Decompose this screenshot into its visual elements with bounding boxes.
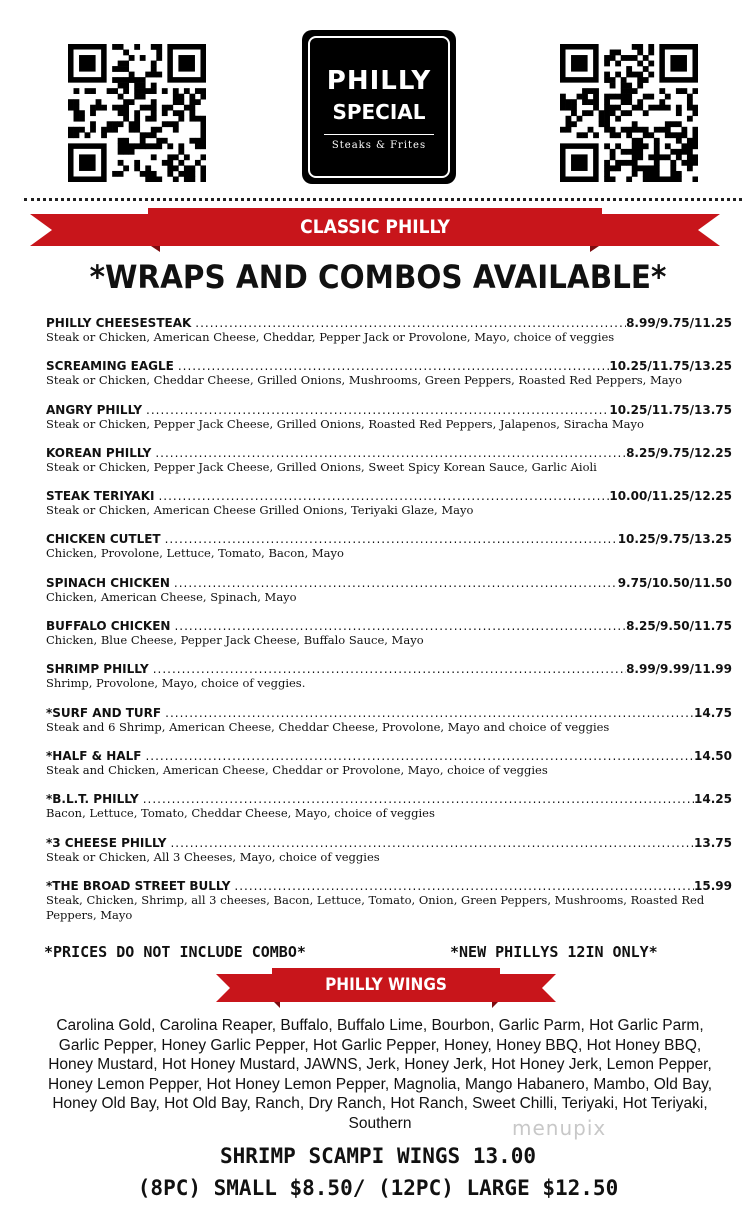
menu-item-name: STEAK TERIYAKI [46, 489, 155, 504]
menu-item [46, 489, 736, 532]
menu-item-price: 10.25/9.75/13.25 [617, 532, 732, 547]
brand-name-line1: PHILLY [326, 66, 432, 96]
dot-leader [154, 489, 609, 503]
menu-item-name: *B.L.T. PHILLY [46, 792, 139, 807]
menu-item-price: 10.25/11.75/13.75 [609, 402, 732, 417]
menu-item [46, 662, 736, 705]
qr-code-right [560, 44, 698, 182]
menu-item-name: CHICKEN CUTLET [46, 532, 161, 547]
menu-item-price: 10.25/11.75/13.25 [609, 359, 732, 374]
dot-leader [149, 662, 626, 676]
menu-item-price: 8.25/9.75/12.25 [626, 445, 732, 460]
dot-leader [161, 706, 694, 720]
menu-item [46, 403, 736, 446]
dot-leader [141, 749, 694, 763]
classic-philly-title: CLASSIC PHILLY [300, 216, 450, 238]
menu-item-price: 13.75 [694, 835, 732, 850]
size-note: *NEW PHILLYS 12IN ONLY* [450, 943, 658, 961]
menu-item-name: SPINACH CHICKEN [46, 575, 170, 590]
menu-item-name: SHRIMP PHILLY [46, 662, 149, 677]
philly-wings-banner [216, 966, 556, 1010]
menu-item-price: 14.75 [694, 705, 732, 720]
menu-item-name: SCREAMING EAGLE [46, 359, 174, 374]
menu-item-description: Steak or Chicken, American Cheese Grilled Onions, Teriyaki Glaze, Mayo [46, 503, 474, 518]
menu-item-description: Steak or Chicken, Pepper Jack Cheese, Grilled Onions, Sweet Spicy Korean Sauce, Garlic Aioli [46, 459, 597, 474]
menu-item [46, 532, 736, 575]
dot-leader [230, 879, 694, 893]
combo-note: *PRICES DO NOT INCLUDE COMBO* [44, 943, 306, 961]
menu-item-price: 8.99/9.75/11.25 [626, 316, 732, 330]
watermark: menupix [512, 1116, 607, 1140]
menu-item [46, 879, 736, 922]
menu-item-name: *HALF & HALF [46, 748, 142, 763]
menu-item-name: KOREAN PHILLY [46, 445, 152, 460]
menu-item-price: 9.75/10.50/11.50 [617, 575, 732, 590]
menu-item-name: *THE BROAD STREET BULLY [46, 878, 231, 893]
menu-item [46, 836, 736, 879]
menu-item-description: Shrimp, Provolone, Mayo, choice of veggies. [46, 676, 306, 691]
dot-leader [161, 532, 618, 546]
menu-item-description: Steak or Chicken, American Cheese, Cheddar, Pepper Jack or Provolone, Mayo, choice of veggies [46, 330, 615, 344]
menu-item-description: Bacon, Lettuce, Tomato, Cheddar Cheese, Mayo, choice of veggies [46, 806, 435, 821]
dot-leader [139, 792, 694, 806]
menu-item-description: Steak or Chicken, All 3 Cheeses, Mayo, choice of veggies [46, 849, 380, 864]
menu-item-price: 14.25 [694, 792, 732, 807]
menu-item [46, 359, 736, 402]
dot-leader [166, 836, 694, 850]
menu-item-price: 8.99/9.99/11.99 [626, 662, 732, 677]
menu-item-price: 14.50 [694, 748, 732, 763]
menu-item-name: ANGRY PHILLY [46, 402, 143, 417]
wing-sizes: (8PC) SMALL $8.50/ (12PC) LARGE $12.50 [137, 1176, 619, 1200]
classic-philly-banner [30, 206, 720, 256]
menu-item-description: Chicken, American Cheese, Spinach, Mayo [46, 589, 297, 604]
brand-tagline: Steaks & Frites [331, 140, 427, 151]
menu-item-description: Steak or Chicken, Cheddar Cheese, Grilled Onions, Mushrooms, Green Peppers, Roasted Red Peppers, Mayo [46, 373, 683, 388]
menu-item-name: *SURF AND TURF [46, 705, 162, 720]
brand-name-line2: SPECIAL [332, 100, 426, 124]
dot-leader [142, 403, 609, 417]
philly-wings-title: PHILLY WINGS [325, 975, 447, 995]
qr-code-left [68, 44, 206, 182]
wing-flavors: Carolina Gold, Carolina Reaper, Buffalo, Buffalo Lime, Bourbon, Garlic Parm, Hot Garlic Parm, Garlic Pepper, Honey Garlic Pepper, Hot Garlic Pepper, Honey, Honey BBQ, Hot Honey BBQ, Honey Mustard, Hot Honey Mustard, JAWNS, Jerk, Honey Jerk, Hot Honey Jerk, Lemon Pepper, Honey Lemon Pepper, Hot Honey Lemon Pepper, Magnolia, Mango Habanero, Mambo, Old Bay, Honey Old Bay, Hot Old Bay, Ranch, Dry Ranch, Hot Ranch, Sweet Chilli, Teriyaki, Hot Teriyaki, Southern [47, 1017, 713, 1132]
menu-item-price: 10.00/11.25/12.25 [609, 489, 732, 504]
dot-leader [174, 359, 610, 373]
menu-item-price: 15.99 [694, 878, 732, 893]
menu-item-name: BUFFALO CHICKEN [46, 619, 171, 634]
dot-leader [191, 316, 626, 330]
menu-item [46, 576, 736, 619]
menu-item [46, 706, 736, 749]
menu-item-description: Steak and Chicken, American Cheese, Cheddar or Provolone, Mayo, choice of veggies [46, 762, 548, 777]
menu-item-description: Chicken, Provolone, Lettuce, Tomato, Bacon, Mayo [46, 546, 344, 561]
menu-item [46, 792, 736, 835]
shrimp-scampi-wings: SHRIMP SCAMPI WINGS 13.00 [219, 1144, 537, 1168]
menu-item-description: Steak and 6 Shrimp, American Cheese, Cheddar Cheese, Provolone, Mayo and choice of veggies [46, 719, 610, 734]
menu-item [46, 446, 736, 489]
menu-item-description: Steak or Chicken, Pepper Jack Cheese, Grilled Onions, Roasted Red Peppers, Jalapenos, Siracha Mayo [46, 416, 644, 431]
menu-item [46, 749, 736, 792]
brand-logo [302, 30, 456, 184]
menu-item-price: 8.25/9.50/11.75 [626, 619, 732, 634]
dot-leader [170, 576, 618, 590]
menu-item-name: *3 CHEESE PHILLY [46, 835, 167, 850]
menu-item-description: Chicken, Blue Cheese, Pepper Jack Cheese, Buffalo Sauce, Mayo [46, 633, 424, 648]
dot-leader [151, 446, 626, 460]
menu-item-name: PHILLY CHEESESTEAK [46, 316, 192, 330]
dot-leader [170, 619, 626, 633]
menu-item-description: Steak, Chicken, Shrimp, all 3 cheeses, Bacon, Lettuce, Tomato, Onion, Green Peppers, Mushrooms, Roasted Red Peppers, Mayo [46, 892, 705, 922]
menu-item [46, 316, 736, 359]
menu-item [46, 619, 736, 662]
menu-list [46, 316, 736, 922]
wraps-combos-headline: *WRAPS AND COMBOS AVAILABLE* [89, 258, 667, 296]
